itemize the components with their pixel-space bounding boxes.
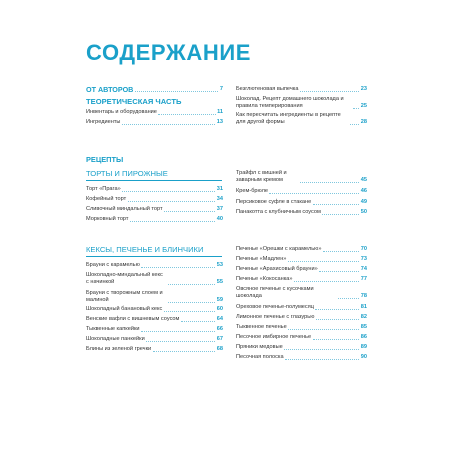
leader-dots (168, 302, 216, 303)
page-number: 13 (216, 119, 223, 125)
toc-entry[interactable] (236, 286, 367, 300)
page-number: 37 (216, 206, 223, 212)
cakes-heading-rule (86, 180, 222, 181)
page-number: 66 (216, 326, 223, 332)
toc-entry[interactable] (236, 188, 367, 195)
entry-title: Торт «Прага» (86, 186, 121, 192)
toc-entry[interactable] (236, 314, 367, 321)
leader-dots (322, 214, 359, 215)
toc-entry[interactable] (236, 170, 367, 184)
entry-title: Трайфл с вишней и заварным кремом (236, 170, 287, 183)
page-number: 49 (360, 199, 367, 205)
toc-entry[interactable] (236, 112, 367, 126)
page-number: 78 (360, 293, 367, 299)
page-number: 74 (360, 266, 367, 272)
leader-dots (294, 281, 359, 282)
entry-title: Брауни с карамелью (86, 262, 140, 268)
intro-left-column (86, 86, 223, 146)
entry-title: Шоколад. Рецепт домашнего шоколада и правила темперирования (236, 96, 344, 109)
toc-entry[interactable] (86, 272, 223, 286)
page-number: 77 (360, 276, 367, 282)
page-number: 53 (216, 262, 223, 268)
entry-title: Инвентарь и оборудование (86, 109, 157, 115)
recipes-heading: РЕЦЕПТЫ (86, 155, 124, 164)
toc-entry[interactable] (86, 119, 223, 126)
page-number: 55 (216, 279, 223, 285)
leader-dots (141, 267, 215, 268)
leader-dots (158, 114, 215, 115)
page-number: 60 (216, 306, 223, 312)
leader-dots (313, 204, 360, 205)
page-title: СОДЕРЖАНИЕ (86, 40, 252, 65)
page-number: 40 (216, 216, 223, 222)
entry-title: Печенье «Мадлен» (236, 256, 287, 262)
entry-title: Кофейный торт (86, 196, 127, 202)
leader-dots (135, 91, 219, 92)
toc-entry[interactable] (86, 316, 223, 323)
entry-title: Ингредиенты (86, 119, 121, 125)
cakes-left-column (86, 186, 223, 236)
entry-title: Сливочный миндальный торт (86, 206, 163, 212)
muffins-right-column (236, 246, 367, 376)
leader-dots (313, 339, 360, 340)
page-number: 46 (360, 188, 367, 194)
leader-dots (288, 261, 359, 262)
entry-title: Брауни с творожным слоем и малиной (86, 290, 163, 303)
cakes-heading: ТОРТЫ И ПИРОЖНЫЕ (86, 169, 168, 178)
entry-title: Песочное имбирное печенье (236, 334, 312, 340)
entry-title: Венские вафли с вишневым соусом (86, 316, 180, 322)
muffins-left-column (86, 262, 223, 362)
toc-entry[interactable] (86, 290, 223, 304)
entry-title: Тыквенное печенье (236, 324, 287, 330)
cakes-right-column (236, 170, 367, 230)
leader-dots (164, 211, 215, 212)
toc-entry[interactable] (236, 334, 367, 341)
authors-label: ОТ АВТОРОВ (86, 85, 134, 94)
leader-dots (284, 349, 359, 350)
entry-title: Пряники медовые (236, 344, 283, 350)
toc-entry[interactable] (236, 324, 367, 331)
intro-right-column (236, 86, 367, 136)
leader-dots (181, 321, 215, 322)
entry-title: Персиковое суфле в стакане (236, 199, 312, 205)
page-number: 28 (360, 119, 367, 125)
leader-dots (300, 91, 359, 92)
toc-entry[interactable] (86, 216, 223, 223)
toc-entry[interactable] (236, 354, 367, 361)
entry-title: Шоколадные панкейки (86, 336, 145, 342)
page-number: 45 (360, 177, 367, 183)
page-number: 86 (360, 334, 367, 340)
leader-dots (122, 191, 215, 192)
toc-entry[interactable] (236, 96, 367, 110)
page-number: 59 (216, 297, 223, 303)
toc-entry[interactable] (236, 246, 367, 253)
entry-title: Лимонное печенье с глазурью (236, 314, 315, 320)
toc-entry[interactable] (86, 196, 223, 203)
toc-entry[interactable] (86, 186, 223, 193)
toc-entry[interactable] (86, 326, 223, 333)
leader-dots (316, 319, 359, 320)
entry-title: Печенье «Орешки с карамелью» (236, 246, 322, 252)
toc-entry[interactable] (236, 344, 367, 351)
entry-title: Печенье «Арахисовый брауни» (236, 266, 318, 272)
leader-dots (315, 309, 359, 310)
entry-title: Как пересчитать ингредиенты в рецепте для другой формы (236, 112, 341, 125)
leader-dots (285, 359, 359, 360)
toc-entry[interactable] (86, 109, 223, 116)
entry-title: Овсяное печенье с кусочками шоколада (236, 286, 314, 299)
leader-dots (164, 311, 215, 312)
leader-dots (338, 298, 360, 299)
page-number: 25 (360, 103, 367, 109)
page-number: 67 (216, 336, 223, 342)
page-number: 68 (216, 346, 223, 352)
page-number: 81 (360, 304, 367, 310)
entry-title: Печенье «Кокосанка» (236, 276, 293, 282)
entry-title: Панакотта с клубничным соусом (236, 209, 321, 215)
muffins-heading-rule (86, 256, 222, 257)
leader-dots (300, 182, 360, 183)
toc-entry[interactable] (86, 262, 223, 269)
page-number: 70 (360, 246, 367, 252)
page-number: 82 (360, 314, 367, 320)
muffins-heading: КЕКСЫ, ПЕЧЕНЬЕ И БЛИНЧИКИ (86, 245, 204, 254)
leader-dots (141, 331, 215, 332)
leader-dots (153, 351, 216, 352)
page-number: 34 (216, 196, 223, 202)
entry-title: Морковный торт (86, 216, 129, 222)
toc-entry[interactable] (236, 209, 367, 216)
leader-dots (319, 271, 359, 272)
page-number: 23 (360, 86, 367, 92)
entry-title: Блины из зеленой гречки (86, 346, 152, 352)
toc-entry[interactable] (86, 206, 223, 213)
toc-entry[interactable] (236, 276, 367, 283)
leader-dots (353, 108, 359, 109)
toc-entry[interactable] (236, 86, 367, 93)
entry-title: Ореховое печенье-полумесяц (236, 304, 314, 310)
page-number: 7 (219, 86, 223, 92)
toc-entry-authors[interactable] (86, 86, 223, 93)
toc-entry[interactable] (236, 266, 367, 273)
entry-title: Крем-брюле (236, 188, 268, 194)
toc-entry[interactable] (236, 199, 367, 206)
leader-dots (146, 341, 215, 342)
toc-entry[interactable] (236, 304, 367, 311)
entry-title: Песочная полоска (236, 354, 284, 360)
theory-heading: ТЕОРЕТИЧЕСКАЯ ЧАСТЬ (86, 97, 182, 106)
entry-title: Тыквенные капкейки (86, 326, 140, 332)
entry-title: Шоколадно-миндальный кекс с начинкой (86, 272, 163, 285)
leader-dots (288, 329, 359, 330)
page-number: 90 (360, 354, 367, 360)
page-number: 73 (360, 256, 367, 262)
leader-dots (350, 124, 360, 125)
page-number: 11 (217, 109, 223, 115)
toc-entry[interactable] (86, 306, 223, 313)
leader-dots (168, 284, 216, 285)
toc-entry[interactable] (86, 336, 223, 343)
leader-dots (122, 124, 215, 125)
page-number: 64 (216, 316, 223, 322)
page-number: 31 (216, 186, 223, 192)
leader-dots (130, 221, 215, 222)
leader-dots (128, 201, 216, 202)
toc-entry[interactable] (86, 346, 223, 353)
page-number: 85 (360, 324, 367, 330)
leader-dots (269, 193, 359, 194)
page-number: 50 (360, 209, 367, 215)
page-number: 89 (360, 344, 367, 350)
entry-title: Безглютеновая выпечка (236, 86, 299, 92)
entry-title: Шоколадный банановый кекс (86, 306, 163, 312)
leader-dots (323, 251, 359, 252)
toc-entry[interactable] (236, 256, 367, 263)
